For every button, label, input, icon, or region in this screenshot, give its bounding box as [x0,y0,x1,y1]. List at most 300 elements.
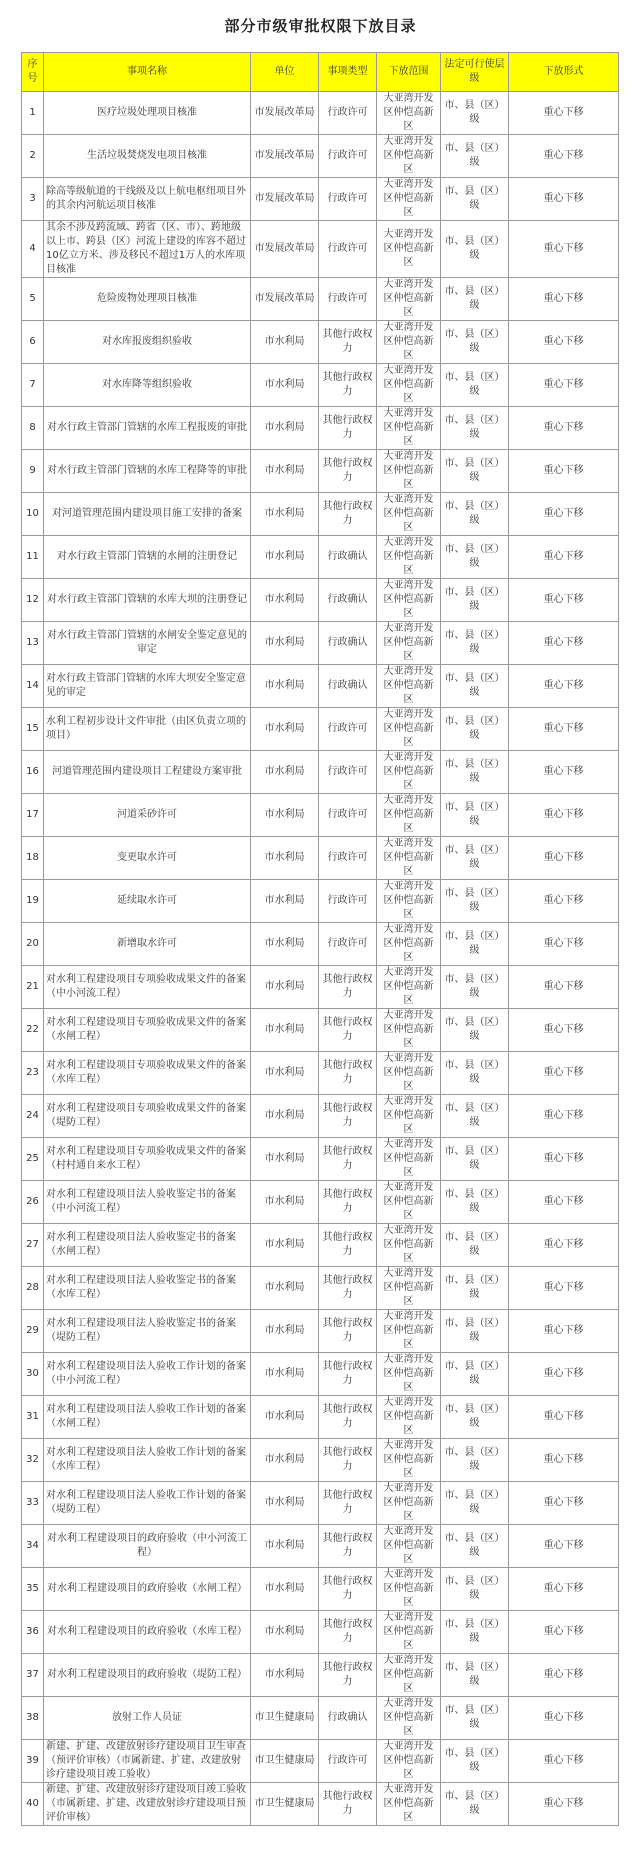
cell-form: 重心下移 [509,1009,619,1052]
cell-name: 对水利工程建设项目的政府验收（水库工程） [44,1611,251,1654]
table-row [22,1009,619,1052]
cell-unit: 市水利局 [251,579,319,622]
cell-type: 其他行政权力 [319,1482,377,1525]
cell-no: 27 [22,1224,44,1267]
table-row [22,1310,619,1353]
table-row [22,1740,619,1783]
table-row [22,1697,619,1740]
cell-form: 重心下移 [509,493,619,536]
cell-level: 市、县（区）级 [441,1310,509,1353]
cell-no: 30 [22,1353,44,1396]
cell-scope: 大亚湾开发区仲恺高新区 [377,92,441,135]
cell-form: 重心下移 [509,1439,619,1482]
cell-level: 市、县（区）级 [441,1181,509,1224]
cell-form: 重心下移 [509,450,619,493]
cell-form: 重心下移 [509,1052,619,1095]
cell-name: 对水利工程建设项目法人验收鉴定书的备案（水闸工程） [44,1224,251,1267]
cell-level: 市、县（区）级 [441,966,509,1009]
cell-level: 市、县（区）级 [441,178,509,221]
cell-form: 重心下移 [509,321,619,364]
cell-type: 其他行政权力 [319,1439,377,1482]
cell-no: 23 [22,1052,44,1095]
cell-level: 市、县（区）级 [441,1740,509,1783]
cell-no: 20 [22,923,44,966]
cell-name: 对水库降等组织验收 [44,364,251,407]
cell-form: 重心下移 [509,1181,619,1224]
cell-name: 新建、扩建、改建放射诊疗建设项目卫生审查（预评价审核）（市属新建、扩建、改建放射诊疗建设项目竣工验收） [44,1740,251,1783]
cell-scope: 大亚湾开发区仲恺高新区 [377,880,441,923]
cell-unit: 市水利局 [251,1439,319,1482]
cell-level: 市、县（区）级 [441,407,509,450]
cell-form: 重心下移 [509,579,619,622]
cell-no: 37 [22,1654,44,1697]
cell-form: 重心下移 [509,1568,619,1611]
cell-type: 其他行政权力 [319,450,377,493]
cell-type: 其他行政权力 [319,1181,377,1224]
cell-name: 对水利工程建设项目的政府验收（堤防工程） [44,1654,251,1697]
cell-scope: 大亚湾开发区仲恺高新区 [377,1439,441,1482]
cell-type: 行政许可 [319,708,377,751]
cell-scope: 大亚湾开发区仲恺高新区 [377,622,441,665]
cell-name: 对水利工程建设项目法人验收工作计划的备案（堤防工程） [44,1482,251,1525]
cell-type: 其他行政权力 [319,1396,377,1439]
cell-level: 市、县（区）级 [441,708,509,751]
cell-unit: 市水利局 [251,407,319,450]
cell-type: 其他行政权力 [319,493,377,536]
cell-type: 其他行政权力 [319,364,377,407]
cell-scope: 大亚湾开发区仲恺高新区 [377,135,441,178]
cell-type: 其他行政权力 [319,966,377,1009]
cell-no: 10 [22,493,44,536]
table-row [22,1525,619,1568]
cell-level: 市、县（区）级 [441,1568,509,1611]
table-row [22,751,619,794]
cell-unit: 市发展改革局 [251,178,319,221]
cell-unit: 市水利局 [251,1052,319,1095]
table-row [22,1568,619,1611]
cell-type: 行政许可 [319,135,377,178]
cell-unit: 市水利局 [251,1310,319,1353]
cell-type: 其他行政权力 [319,1095,377,1138]
cell-scope: 大亚湾开发区仲恺高新区 [377,794,441,837]
cell-name: 对水利工程建设项目专项验收成果文件的备案（中小河流工程） [44,966,251,1009]
cell-scope: 大亚湾开发区仲恺高新区 [377,321,441,364]
table-row [22,837,619,880]
cell-unit: 市水利局 [251,751,319,794]
cell-name: 对水利工程建设项目专项验收成果文件的备案（堤防工程） [44,1095,251,1138]
cell-unit: 市水利局 [251,1353,319,1396]
cell-no: 4 [22,221,44,278]
cell-level: 市、县（区）级 [441,665,509,708]
cell-form: 重心下移 [509,923,619,966]
cell-unit: 市水利局 [251,794,319,837]
cell-unit: 市水利局 [251,923,319,966]
cell-level: 市、县（区）级 [441,221,509,278]
cell-level: 市、县（区）级 [441,579,509,622]
cell-scope: 大亚湾开发区仲恺高新区 [377,221,441,278]
cell-form: 重心下移 [509,1095,619,1138]
cell-type: 行政确认 [319,622,377,665]
cell-level: 市、县（区）级 [441,880,509,923]
cell-scope: 大亚湾开发区仲恺高新区 [377,364,441,407]
cell-scope: 大亚湾开发区仲恺高新区 [377,579,441,622]
cell-level: 市、县（区）级 [441,321,509,364]
cell-form: 重心下移 [509,794,619,837]
cell-form: 重心下移 [509,751,619,794]
cell-unit: 市水利局 [251,837,319,880]
cell-level: 市、县（区）级 [441,278,509,321]
cell-type: 行政许可 [319,221,377,278]
cell-type: 其他行政权力 [319,1353,377,1396]
cell-name: 医疗垃圾处理项目核准 [44,92,251,135]
cell-no: 40 [22,1783,44,1826]
cell-name: 对水利工程建设项目专项验收成果文件的备案（水库工程） [44,1052,251,1095]
cell-form: 重心下移 [509,1310,619,1353]
cell-unit: 市水利局 [251,1482,319,1525]
header-cell-form: 下放形式 [509,53,619,92]
cell-unit: 市卫生健康局 [251,1697,319,1740]
cell-type: 其他行政权力 [319,1009,377,1052]
table-row [22,1353,619,1396]
cell-unit: 市水利局 [251,1654,319,1697]
cell-no: 1 [22,92,44,135]
table-row [22,622,619,665]
table-row [22,321,619,364]
cell-level: 市、县（区）级 [441,1224,509,1267]
cell-no: 18 [22,837,44,880]
cell-form: 重心下移 [509,708,619,751]
cell-form: 重心下移 [509,1396,619,1439]
cell-name: 对水利工程建设项目法人验收工作计划的备案（水库工程） [44,1439,251,1482]
cell-form: 重心下移 [509,1611,619,1654]
cell-type: 其他行政权力 [319,407,377,450]
cell-level: 市、县（区）级 [441,135,509,178]
table-row [22,1181,619,1224]
cell-scope: 大亚湾开发区仲恺高新区 [377,1568,441,1611]
cell-level: 市、县（区）级 [441,1353,509,1396]
cell-type: 其他行政权力 [319,1138,377,1181]
cell-form: 重心下移 [509,1654,619,1697]
cell-type: 其他行政权力 [319,1310,377,1353]
cell-form: 重心下移 [509,1224,619,1267]
cell-unit: 市水利局 [251,1525,319,1568]
cell-unit: 市水利局 [251,1267,319,1310]
cell-type: 行政许可 [319,923,377,966]
table-row [22,1095,619,1138]
cell-name: 对水库报废组织验收 [44,321,251,364]
cell-level: 市、县（区）级 [441,1697,509,1740]
cell-name: 对水利工程建设项目专项验收成果文件的备案（村村通自来水工程） [44,1138,251,1181]
cell-no: 5 [22,278,44,321]
cell-no: 7 [22,364,44,407]
cell-type: 行政许可 [319,278,377,321]
cell-type: 行政确认 [319,1697,377,1740]
cell-scope: 大亚湾开发区仲恺高新区 [377,1009,441,1052]
table-row [22,1439,619,1482]
cell-no: 11 [22,536,44,579]
cell-no: 31 [22,1396,44,1439]
table-row [22,278,619,321]
cell-unit: 市发展改革局 [251,135,319,178]
cell-scope: 大亚湾开发区仲恺高新区 [377,708,441,751]
cell-scope: 大亚湾开发区仲恺高新区 [377,450,441,493]
cell-form: 重心下移 [509,407,619,450]
cell-type: 其他行政权力 [319,1654,377,1697]
cell-no: 12 [22,579,44,622]
cell-unit: 市水利局 [251,450,319,493]
table-row [22,579,619,622]
cell-scope: 大亚湾开发区仲恺高新区 [377,1525,441,1568]
cell-name: 对河道管理范围内建设项目施工安排的备案 [44,493,251,536]
table-row [22,1224,619,1267]
cell-type: 行政确认 [319,665,377,708]
cell-type: 行政许可 [319,837,377,880]
cell-unit: 市水利局 [251,364,319,407]
cell-unit: 市水利局 [251,1224,319,1267]
cell-no: 25 [22,1138,44,1181]
cell-form: 重心下移 [509,1353,619,1396]
cell-form: 重心下移 [509,1138,619,1181]
cell-name: 对水行政主管部门管辖的水闸的注册登记 [44,536,251,579]
cell-scope: 大亚湾开发区仲恺高新区 [377,837,441,880]
cell-level: 市、县（区）级 [441,92,509,135]
cell-name: 对水行政主管部门管辖的水库工程降等的审批 [44,450,251,493]
cell-level: 市、县（区）级 [441,1482,509,1525]
cell-type: 行政许可 [319,880,377,923]
cell-scope: 大亚湾开发区仲恺高新区 [377,1353,441,1396]
table-row [22,536,619,579]
cell-no: 6 [22,321,44,364]
cell-no: 17 [22,794,44,837]
cell-level: 市、县（区）级 [441,794,509,837]
table-row [22,665,619,708]
cell-no: 29 [22,1310,44,1353]
cell-unit: 市水利局 [251,1568,319,1611]
table-row [22,923,619,966]
cell-level: 市、县（区）级 [441,923,509,966]
cell-unit: 市水利局 [251,880,319,923]
cell-no: 16 [22,751,44,794]
cell-name: 新增取水许可 [44,923,251,966]
table-row [22,1052,619,1095]
cell-name: 对水行政主管部门管辖的水库大坝的注册登记 [44,579,251,622]
cell-scope: 大亚湾开发区仲恺高新区 [377,407,441,450]
cell-form: 重心下移 [509,837,619,880]
cell-scope: 大亚湾开发区仲恺高新区 [377,751,441,794]
cell-no: 34 [22,1525,44,1568]
cell-type: 行政许可 [319,1740,377,1783]
header-cell-type: 事项类型 [319,53,377,92]
cell-form: 重心下移 [509,536,619,579]
cell-type: 其他行政权力 [319,1267,377,1310]
cell-no: 35 [22,1568,44,1611]
cell-name: 河道管理范围内建设项目工程建设方案审批 [44,751,251,794]
header-cell-level: 法定可行使层级 [441,53,509,92]
cell-name: 对水行政主管部门管辖的水闸安全鉴定意见的审定 [44,622,251,665]
cell-form: 重心下移 [509,1482,619,1525]
cell-name: 对水利工程建设项目法人验收工作计划的备案（水闸工程） [44,1396,251,1439]
cell-unit: 市卫生健康局 [251,1740,319,1783]
cell-scope: 大亚湾开发区仲恺高新区 [377,923,441,966]
table-row [22,1396,619,1439]
cell-form: 重心下移 [509,966,619,1009]
cell-scope: 大亚湾开发区仲恺高新区 [377,493,441,536]
header-cell-scope: 下放范围 [377,53,441,92]
cell-level: 市、县（区）级 [441,536,509,579]
cell-unit: 市水利局 [251,622,319,665]
cell-no: 2 [22,135,44,178]
cell-scope: 大亚湾开发区仲恺高新区 [377,178,441,221]
cell-level: 市、县（区）级 [441,1525,509,1568]
cell-scope: 大亚湾开发区仲恺高新区 [377,536,441,579]
cell-name: 对水利工程建设项目法人验收工作计划的备案（中小河流工程） [44,1353,251,1396]
table-row [22,1138,619,1181]
cell-name: 对水行政主管部门管辖的水库大坝安全鉴定意见的审定 [44,665,251,708]
cell-type: 其他行政权力 [319,1611,377,1654]
cell-scope: 大亚湾开发区仲恺高新区 [377,1611,441,1654]
cell-unit: 市卫生健康局 [251,1783,319,1826]
cell-level: 市、县（区）级 [441,1095,509,1138]
cell-scope: 大亚湾开发区仲恺高新区 [377,966,441,1009]
cell-no: 19 [22,880,44,923]
cell-no: 3 [22,178,44,221]
cell-level: 市、县（区）级 [441,1783,509,1826]
cell-form: 重心下移 [509,221,619,278]
cell-type: 其他行政权力 [319,1525,377,1568]
cell-no: 14 [22,665,44,708]
cell-level: 市、县（区）级 [441,1396,509,1439]
table-row [22,221,619,278]
cell-name: 其余不涉及跨流域、跨省（区、市）、跨地级以上市、跨县（区）河流上建设的库容不超过10亿立方米、涉及移民不超过1万人的水库项目核准 [44,221,251,278]
cell-unit: 市水利局 [251,1611,319,1654]
cell-unit: 市水利局 [251,1095,319,1138]
cell-name: 除高等级航道的干线级及以上航电枢纽项目外的其余内河航运项目核准 [44,178,251,221]
cell-type: 行政许可 [319,92,377,135]
cell-no: 39 [22,1740,44,1783]
cell-level: 市、县（区）级 [441,493,509,536]
table-row [22,364,619,407]
header-cell-no: 序号 [22,53,44,92]
cell-level: 市、县（区）级 [441,1052,509,1095]
cell-no: 26 [22,1181,44,1224]
cell-name: 对水利工程建设项目专项验收成果文件的备案（水闸工程） [44,1009,251,1052]
delegation-table [21,52,619,1826]
cell-unit: 市发展改革局 [251,278,319,321]
cell-level: 市、县（区）级 [441,1267,509,1310]
cell-scope: 大亚湾开发区仲恺高新区 [377,1181,441,1224]
cell-type: 其他行政权力 [319,321,377,364]
cell-scope: 大亚湾开发区仲恺高新区 [377,1052,441,1095]
cell-level: 市、县（区）级 [441,1138,509,1181]
cell-no: 36 [22,1611,44,1654]
cell-unit: 市水利局 [251,493,319,536]
cell-form: 重心下移 [509,622,619,665]
header-cell-name: 事项名称 [44,53,251,92]
table-row [22,1482,619,1525]
cell-name: 危险废物处理项目核准 [44,278,251,321]
table-row [22,966,619,1009]
cell-scope: 大亚湾开发区仲恺高新区 [377,1267,441,1310]
cell-form: 重心下移 [509,1697,619,1740]
cell-level: 市、县（区）级 [441,837,509,880]
cell-type: 行政许可 [319,751,377,794]
cell-form: 重心下移 [509,1525,619,1568]
cell-scope: 大亚湾开发区仲恺高新区 [377,1224,441,1267]
cell-type: 其他行政权力 [319,1224,377,1267]
table-row [22,1783,619,1826]
cell-level: 市、县（区）级 [441,450,509,493]
cell-scope: 大亚湾开发区仲恺高新区 [377,1783,441,1826]
cell-form: 重心下移 [509,1740,619,1783]
cell-name: 河道采砂许可 [44,794,251,837]
cell-scope: 大亚湾开发区仲恺高新区 [377,1740,441,1783]
cell-form: 重心下移 [509,880,619,923]
cell-unit: 市发展改革局 [251,221,319,278]
cell-name: 对水利工程建设项目法人验收鉴定书的备案（中小河流工程） [44,1181,251,1224]
cell-level: 市、县（区）级 [441,1009,509,1052]
cell-scope: 大亚湾开发区仲恺高新区 [377,1396,441,1439]
cell-scope: 大亚湾开发区仲恺高新区 [377,278,441,321]
table-row [22,178,619,221]
cell-type: 其他行政权力 [319,1568,377,1611]
cell-level: 市、县（区）级 [441,1654,509,1697]
cell-unit: 市水利局 [251,1138,319,1181]
table-row [22,1611,619,1654]
cell-name: 对水行政主管部门管辖的水库工程报废的审批 [44,407,251,450]
cell-scope: 大亚湾开发区仲恺高新区 [377,1310,441,1353]
cell-no: 22 [22,1009,44,1052]
cell-level: 市、县（区）级 [441,751,509,794]
cell-no: 13 [22,622,44,665]
cell-type: 行政许可 [319,794,377,837]
cell-level: 市、县（区）级 [441,364,509,407]
cell-unit: 市水利局 [251,536,319,579]
cell-level: 市、县（区）级 [441,1439,509,1482]
cell-level: 市、县（区）级 [441,622,509,665]
cell-type: 行政确认 [319,536,377,579]
cell-unit: 市发展改革局 [251,92,319,135]
cell-name: 水利工程初步设计文件审批（由区负责立项的项目） [44,708,251,751]
cell-form: 重心下移 [509,278,619,321]
cell-form: 重心下移 [509,665,619,708]
table-row [22,450,619,493]
table-row [22,92,619,135]
cell-name: 新建、扩建、改建放射诊疗建设项目竣工验收（市属新建、扩建、改建放射诊疗建设项目预评价审核） [44,1783,251,1826]
cell-name: 放射工作人员证 [44,1697,251,1740]
cell-form: 重心下移 [509,1267,619,1310]
cell-form: 重心下移 [509,135,619,178]
table-row [22,407,619,450]
table-row [22,1267,619,1310]
cell-scope: 大亚湾开发区仲恺高新区 [377,1095,441,1138]
cell-name: 变更取水许可 [44,837,251,880]
cell-name: 延续取水许可 [44,880,251,923]
header-row [22,53,619,92]
cell-form: 重心下移 [509,178,619,221]
cell-unit: 市水利局 [251,1181,319,1224]
page-title: 部分市级审批权限下放目录 [224,17,417,35]
cell-unit: 市水利局 [251,321,319,364]
cell-no: 33 [22,1482,44,1525]
header-cell-unit: 单位 [251,53,319,92]
cell-form: 重心下移 [509,92,619,135]
cell-unit: 市水利局 [251,665,319,708]
cell-type: 其他行政权力 [319,1052,377,1095]
cell-no: 38 [22,1697,44,1740]
table-row [22,493,619,536]
cell-name: 生活垃圾焚烧发电项目核准 [44,135,251,178]
table-row [22,794,619,837]
